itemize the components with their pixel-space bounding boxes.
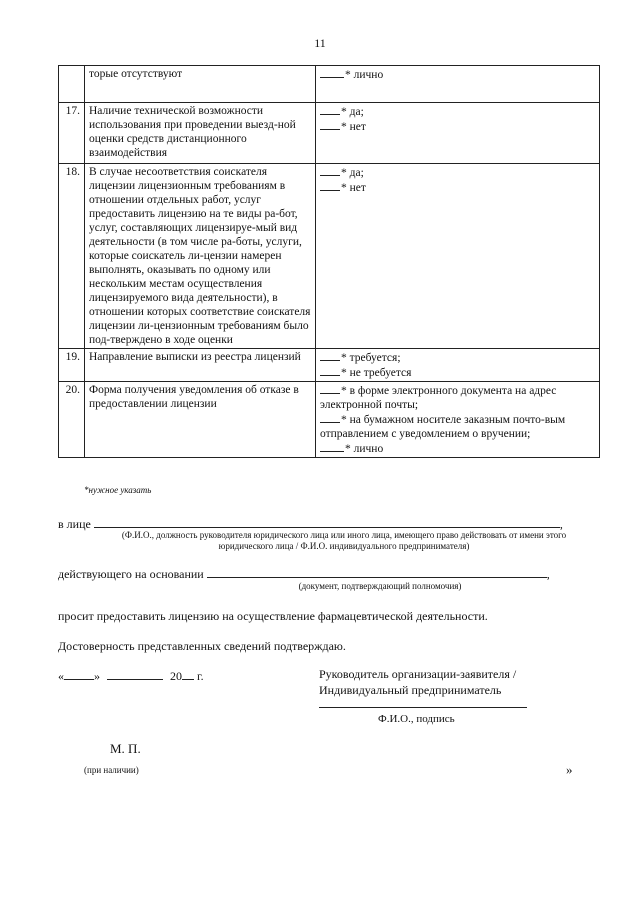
- row-number: [59, 66, 85, 103]
- row-number: 19.: [59, 349, 85, 382]
- in-person-caption: (Ф.И.О., должность руководителя юридического лица или иного лица, имеющего право действовать от имени этого юридического лица / Ф.И.О. индивидуального предпринимателя): [121, 530, 567, 551]
- row-number: 20.: [59, 382, 85, 458]
- option: * да;: [320, 165, 595, 180]
- table-row: [59, 66, 600, 103]
- table-row: [59, 103, 600, 164]
- fill-blank[interactable]: [320, 365, 340, 376]
- basis-line: [58, 566, 550, 582]
- row-number: 18.: [59, 164, 85, 349]
- option: * в форме электронного документа на адрес электронной почты;: [320, 385, 557, 411]
- signer-caption: Ф.И.О., подпись: [378, 713, 455, 725]
- table-row: [59, 349, 600, 382]
- in-person-label: в лице: [58, 517, 91, 531]
- confirm-text: Достоверность представленных сведений подтверждаю.: [58, 639, 346, 653]
- stamp-label: М. П.: [110, 741, 141, 756]
- row-options: [316, 349, 600, 382]
- basis-field[interactable]: [207, 566, 547, 578]
- basis-comma: ,: [546, 567, 550, 581]
- year-suffix: г.: [197, 669, 204, 683]
- fill-blank[interactable]: [320, 104, 340, 115]
- row-description: Направление выписки из реестра лицензий: [85, 349, 316, 382]
- in-person-comma: ,: [559, 517, 563, 531]
- fill-blank[interactable]: [320, 119, 340, 130]
- row-number: 17.: [59, 103, 85, 164]
- request-text: просит предоставить лицензию на осуществление фармацевтической деятельности.: [58, 609, 488, 623]
- option: * требуется;: [320, 350, 595, 365]
- row-description: торые отсутствуют: [85, 66, 316, 103]
- in-person-field[interactable]: [94, 516, 560, 528]
- option: * лично: [320, 67, 595, 82]
- date-close-quote: »: [94, 669, 100, 683]
- fill-blank[interactable]: [320, 67, 344, 78]
- row-options: [316, 382, 600, 458]
- day-field[interactable]: [64, 668, 94, 680]
- fill-blank[interactable]: [320, 383, 340, 394]
- row-description: В случае несоответствия соискателя лицензии лицензионным требованиям в отношении отдельных работ, услуг предоставить лицензию на те виды ра-бот, услуг, составляющих лицензируе-мый вид деятельности (в том числе ра-боты, услуги, которые соискатель ли-цензии намерен выполнять, оказывать по одному или нескольким местам осуществления лицензируемого вида деятельности), в отношении которых соответствие соискателя лицензии ли-цензионным требованиям было под-тверждено в ходе оценки: [85, 164, 316, 349]
- basis-caption: (документ, подтверждающий полномочия): [298, 581, 462, 591]
- fill-blank[interactable]: [320, 412, 340, 423]
- row-options: [316, 103, 600, 164]
- date-line: [58, 668, 204, 684]
- row-description: Наличие технической возможности использования при проведении выезд-ной оценки средств дистанционного взаимодействия: [85, 103, 316, 164]
- row-options: [316, 66, 600, 103]
- stamp-caption: (при наличии): [84, 765, 139, 775]
- signer-line-1: Руководитель организации-заявителя /: [319, 667, 517, 681]
- option: * лично: [320, 441, 595, 456]
- closing-quote: »: [566, 762, 573, 777]
- fill-blank[interactable]: [320, 441, 344, 452]
- table-row: [59, 164, 600, 349]
- fill-blank[interactable]: [320, 350, 340, 361]
- year-field[interactable]: [182, 668, 194, 680]
- option: * нет: [320, 119, 595, 134]
- signature-field[interactable]: [319, 707, 527, 708]
- row-options: [316, 164, 600, 349]
- signer-block: [319, 666, 516, 698]
- basis-label: действующего на основании: [58, 567, 204, 581]
- table-row: [59, 382, 600, 458]
- fill-blank[interactable]: [320, 180, 340, 191]
- footnote: *нужное указать: [84, 485, 152, 495]
- year-prefix: 20: [170, 669, 182, 683]
- option: * нет: [320, 180, 595, 195]
- row-description: Форма получения уведомления об отказе в предоставлении лицензии: [85, 382, 316, 458]
- page-number: 11: [314, 36, 326, 50]
- option: * не требуется: [320, 365, 595, 380]
- option: * на бумажном носителе заказным почто-вым отправлением с уведомлением о вручении;: [320, 414, 566, 440]
- month-field[interactable]: [107, 668, 163, 680]
- signer-line-2: Индивидуальный предприниматель: [319, 683, 502, 697]
- application-table: [58, 65, 600, 458]
- date-open-quote: «: [58, 669, 64, 683]
- option: * да;: [320, 104, 595, 119]
- fill-blank[interactable]: [320, 165, 340, 176]
